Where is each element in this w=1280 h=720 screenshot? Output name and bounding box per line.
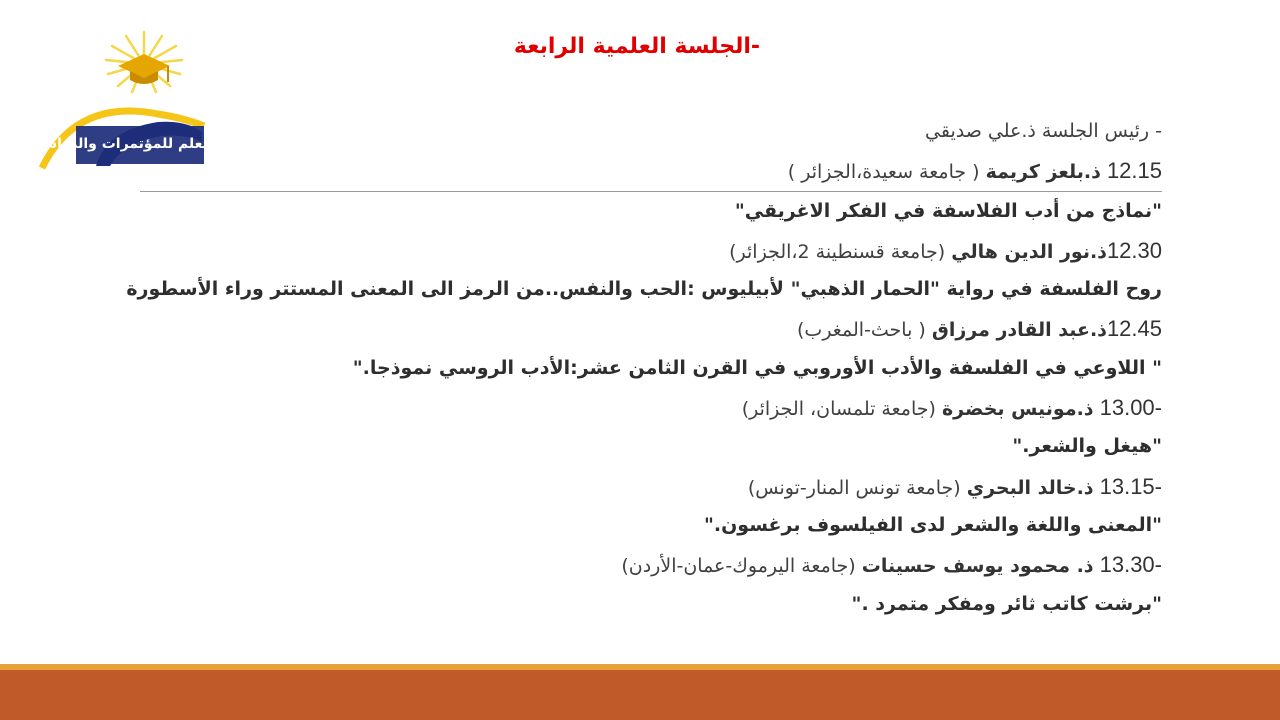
speaker-affiliation: ( جامعة سعيدة،الجزائر ) [787, 161, 980, 184]
footer-band [0, 670, 1280, 720]
paper-title: " اللاوعي في الفلسفة والأدب الأوروبي في القرن الثامن عشر:الأدب الروسي نموذجا." [352, 356, 1162, 379]
speaker-name: ذ.بلعز كريمة [985, 161, 1101, 184]
paper-title: "المعنى واللغة والشعر لدى الفيلسوف برغسون." [703, 513, 1162, 536]
session-chair: - رئيس الجلسة ذ.علي صديقي [925, 120, 1162, 142]
speaker-affiliation: (جامعة تونس المنار-تونس) [747, 476, 961, 499]
speaker-affiliation: (جامعة اليرموك-عمان-الأردن) [621, 555, 856, 578]
session-time: -13.15 [1099, 473, 1162, 499]
speaker-name: ذ.خالد البحري [966, 476, 1094, 499]
session-entry [140, 309, 1162, 348]
speaker-affiliation: (جامعة قسنطينة 2،الجزائر) [729, 240, 946, 263]
logo-name-text: شعاع العلم للمؤتمرات والدراسات [24, 136, 254, 152]
paper-title: روح الفلسفة في رواية "الحمار الذهبي" لأبيليوس :الحب والنفس..من الرمز الى المعنى المستتر وراء الأسطورة [126, 278, 1162, 301]
speaker-affiliation: (جامعة تلمسان، الجزائر) [741, 398, 936, 421]
speaker-affiliation: ( باحث-المغرب) [797, 319, 926, 342]
session-entry [140, 467, 1162, 506]
speaker-name: ذ.مونيس بخضرة [941, 398, 1094, 421]
speaker-name: ذ.نور الدين هالي [951, 240, 1107, 263]
session-time: 12.15 [1106, 158, 1162, 184]
session-entry [140, 388, 1162, 427]
paper-title: "هيغل والشعر." [1012, 435, 1162, 458]
speaker-name: ذ.عبد القادر مرزاق [931, 319, 1107, 342]
speaker-name: ذ. محمود يوسف حسينات [861, 555, 1094, 578]
session-time: 12.30 [1106, 237, 1162, 263]
paper-title: "نماذج من أدب الفلاسفة في الفكر الاغريقي" [734, 199, 1162, 222]
session-entry [140, 231, 1162, 270]
session-time: -13.00 [1099, 395, 1162, 421]
session-entry [140, 151, 1162, 191]
paper-title: "برشت كاتب ثائر ومفكر متمرد ." [851, 592, 1162, 615]
session-time: -13.30 [1099, 552, 1162, 578]
session-time: 12.45 [1106, 316, 1162, 342]
session-entry [140, 545, 1162, 584]
slide-title: -الجلسة العلمية الرابعة [513, 34, 760, 59]
